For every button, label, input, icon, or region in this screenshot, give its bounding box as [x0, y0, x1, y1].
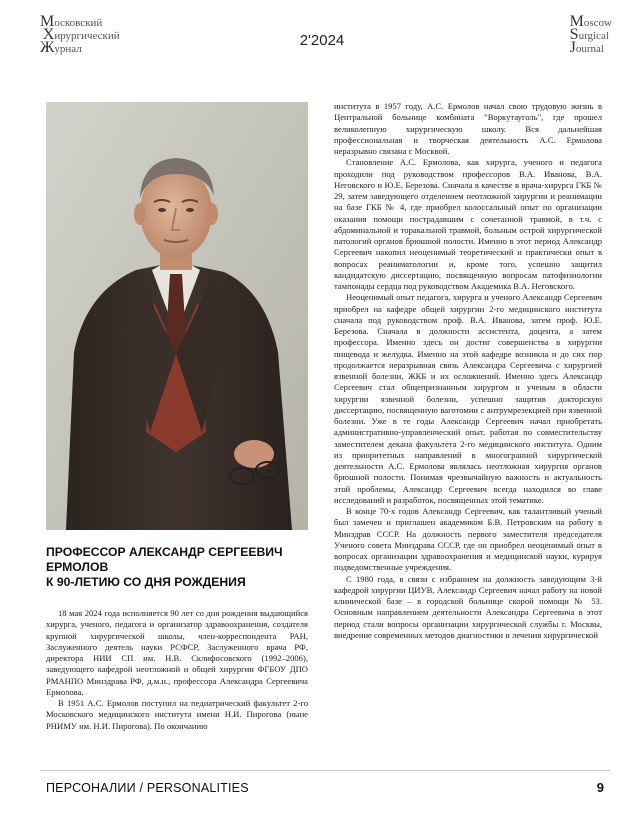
- title-line-1: ПРОФЕССОР АЛЕКСАНДР СЕРГЕЕВИЧ: [46, 545, 283, 559]
- issue-number: 2'2024: [299, 32, 345, 49]
- paragraph: Становление А.С. Ермолова, как хирурга, ученого и педагога проходили под руководством профессоров В.А. Иванова, В.А. Неговского и Ю.Е. Березова. Сначала в качестве в врача-хирурга ГКБ № 29, затем заведующего отделением неотложной хирургии и реанимации на базе ГКБ № 4, где приобрел колоссальный опыт по организации оказания помощи пострадавшим с сочетанной травмой, в т.ч. с абдоминальной и торакальной травмой, больным острой хирургической патологий органов брюшной полости. Именно в этот период Александр Сергеевич накопил неоценимый теоретический и практически опыт в вопросах реаниматологии и, кроме того, успешно защитил кандидатскую диссертацию, посвященную вопросам патофизиологии тампонады сердца под руководством Академика В.А. Неговского.: [334, 157, 602, 291]
- paragraph: Неоценимый опыт педагога, хирурга и ученого Александр Сергеевич приобрел на кафедре общей хирургии 2-го медицинского института сначала под руководством проф. В.А. Иванова, затем проф. Ю.Е. Березова. Сначала в должности ассистента, доцента, а затем профессора. Именно здесь он достиг совершенства в хирургии пищевода и желудка. Именно на этой кафедре возникла и до сих пор продолжается неразрывная связь Александра Сергеевича с хирургией язвенной болезни, ЖКБ и их осложнений. Именно здесь Александр Сергеевич стал общепризнанным хирургом и ученым в области хирургии язвенной болезни, успешно защитив докторскую диссертацию, посвященную ваготомии с антрумрезекцией при язвенной болезни. Уже в те годы Александр Сергеевич начал приобретать административно-управленческий опыт, работая по совместительству заместителем декана факультета 2-го медицинского института. Одним из приоритетных направлений в многогранной хирургической деятельности А.С. Ермолова являлась неотложная хирургия органов брюшной полости. Понимая чрезвычайную важность и актуальность этой проблемы, Александр Сергеевич всегда находился во главе исследований и разработок, посвященных этой тематике.: [334, 292, 602, 505]
- portrait-photo: [46, 102, 308, 530]
- article-body-right: [334, 101, 602, 641]
- page-number: 9: [596, 780, 604, 795]
- paragraph: В 1951 А.С. Ермолов поступил на педиатрический факультет 2-го Московского медицинского института имени Н.И. Пирогова (ныне РНИМУ им. Н.И. Пирогова). По окончанию: [46, 698, 308, 731]
- paragraph: института в 1957 году, А.С. Ермолов начал свою трудовую жизнь в Центральной больнице комбината "Воркутауголь", где прошел великолепную хирургическую школу. Вся дальнейшая профессиональная и творческая деятельность А.С. Ермолова неразрывно связана с Москвой.: [334, 101, 602, 156]
- paragraph: 18 мая 2024 года исполняется 90 лет со дня рождения выдающийся хирурга, ученого, педагога и организатор здравоохранения, создателя крупной хирургической школы, член-корреспондента РАН, Заслуженного деятель науки РСФСР, Заслуженного врача РФ, директора НИИ СП им. Н.В. Склифосовского (1992–2006), заведующего кафедрой неотложной и общей хирургии ФГБОУ ДПО РМАНПО Минздрава РФ, д.м.н., профессора Александра Сергеевича Ермолова.: [46, 608, 308, 697]
- title-line-3: К 90-ЛЕТИЮ СО ДНЯ РОЖДЕНИЯ: [46, 575, 246, 589]
- journal-logo-ru: Московский Хирургический Журнал: [40, 13, 120, 56]
- paragraph: С 1980 года, в связи с избранием на должность заведующим 3-й кафедрой хирургии ЦИУВ, Александр Сергеевич начал работу на новой клинической базе – в городской больнице скорой помощи № 53. Основным направлением деятельности Александра Сергеевича в этот период стали вопросы организации хирургической службы г. Москвы, внедрение современных методов диагностики и лечения хирургической: [334, 573, 602, 640]
- journal-logo-en: Moscow Surgical Journal: [569, 13, 612, 56]
- title-line-2: ЕРМОЛОВ: [46, 560, 109, 574]
- hand: [234, 440, 274, 468]
- article-title: [46, 545, 316, 590]
- section-label: ПЕРСОНАЛИИ / PERSONALITIES: [46, 781, 249, 795]
- article-body-left: [46, 608, 308, 732]
- footer-divider: [40, 770, 610, 771]
- portrait-illustration: [46, 102, 308, 530]
- paragraph: В конце 70-х годов Александр Сергеевич, как талантливый ученый был замечен и приглашен академиком Б.В. Петровским на работу в Минздрав СССР. На должность первого заместителя председателя Ученого совета Минздрава СССР, где он приобрел неоценимый опыт в вопросах организации здравоохранения и медицинской науки, курируя подведомственные учреждения.: [334, 506, 602, 573]
